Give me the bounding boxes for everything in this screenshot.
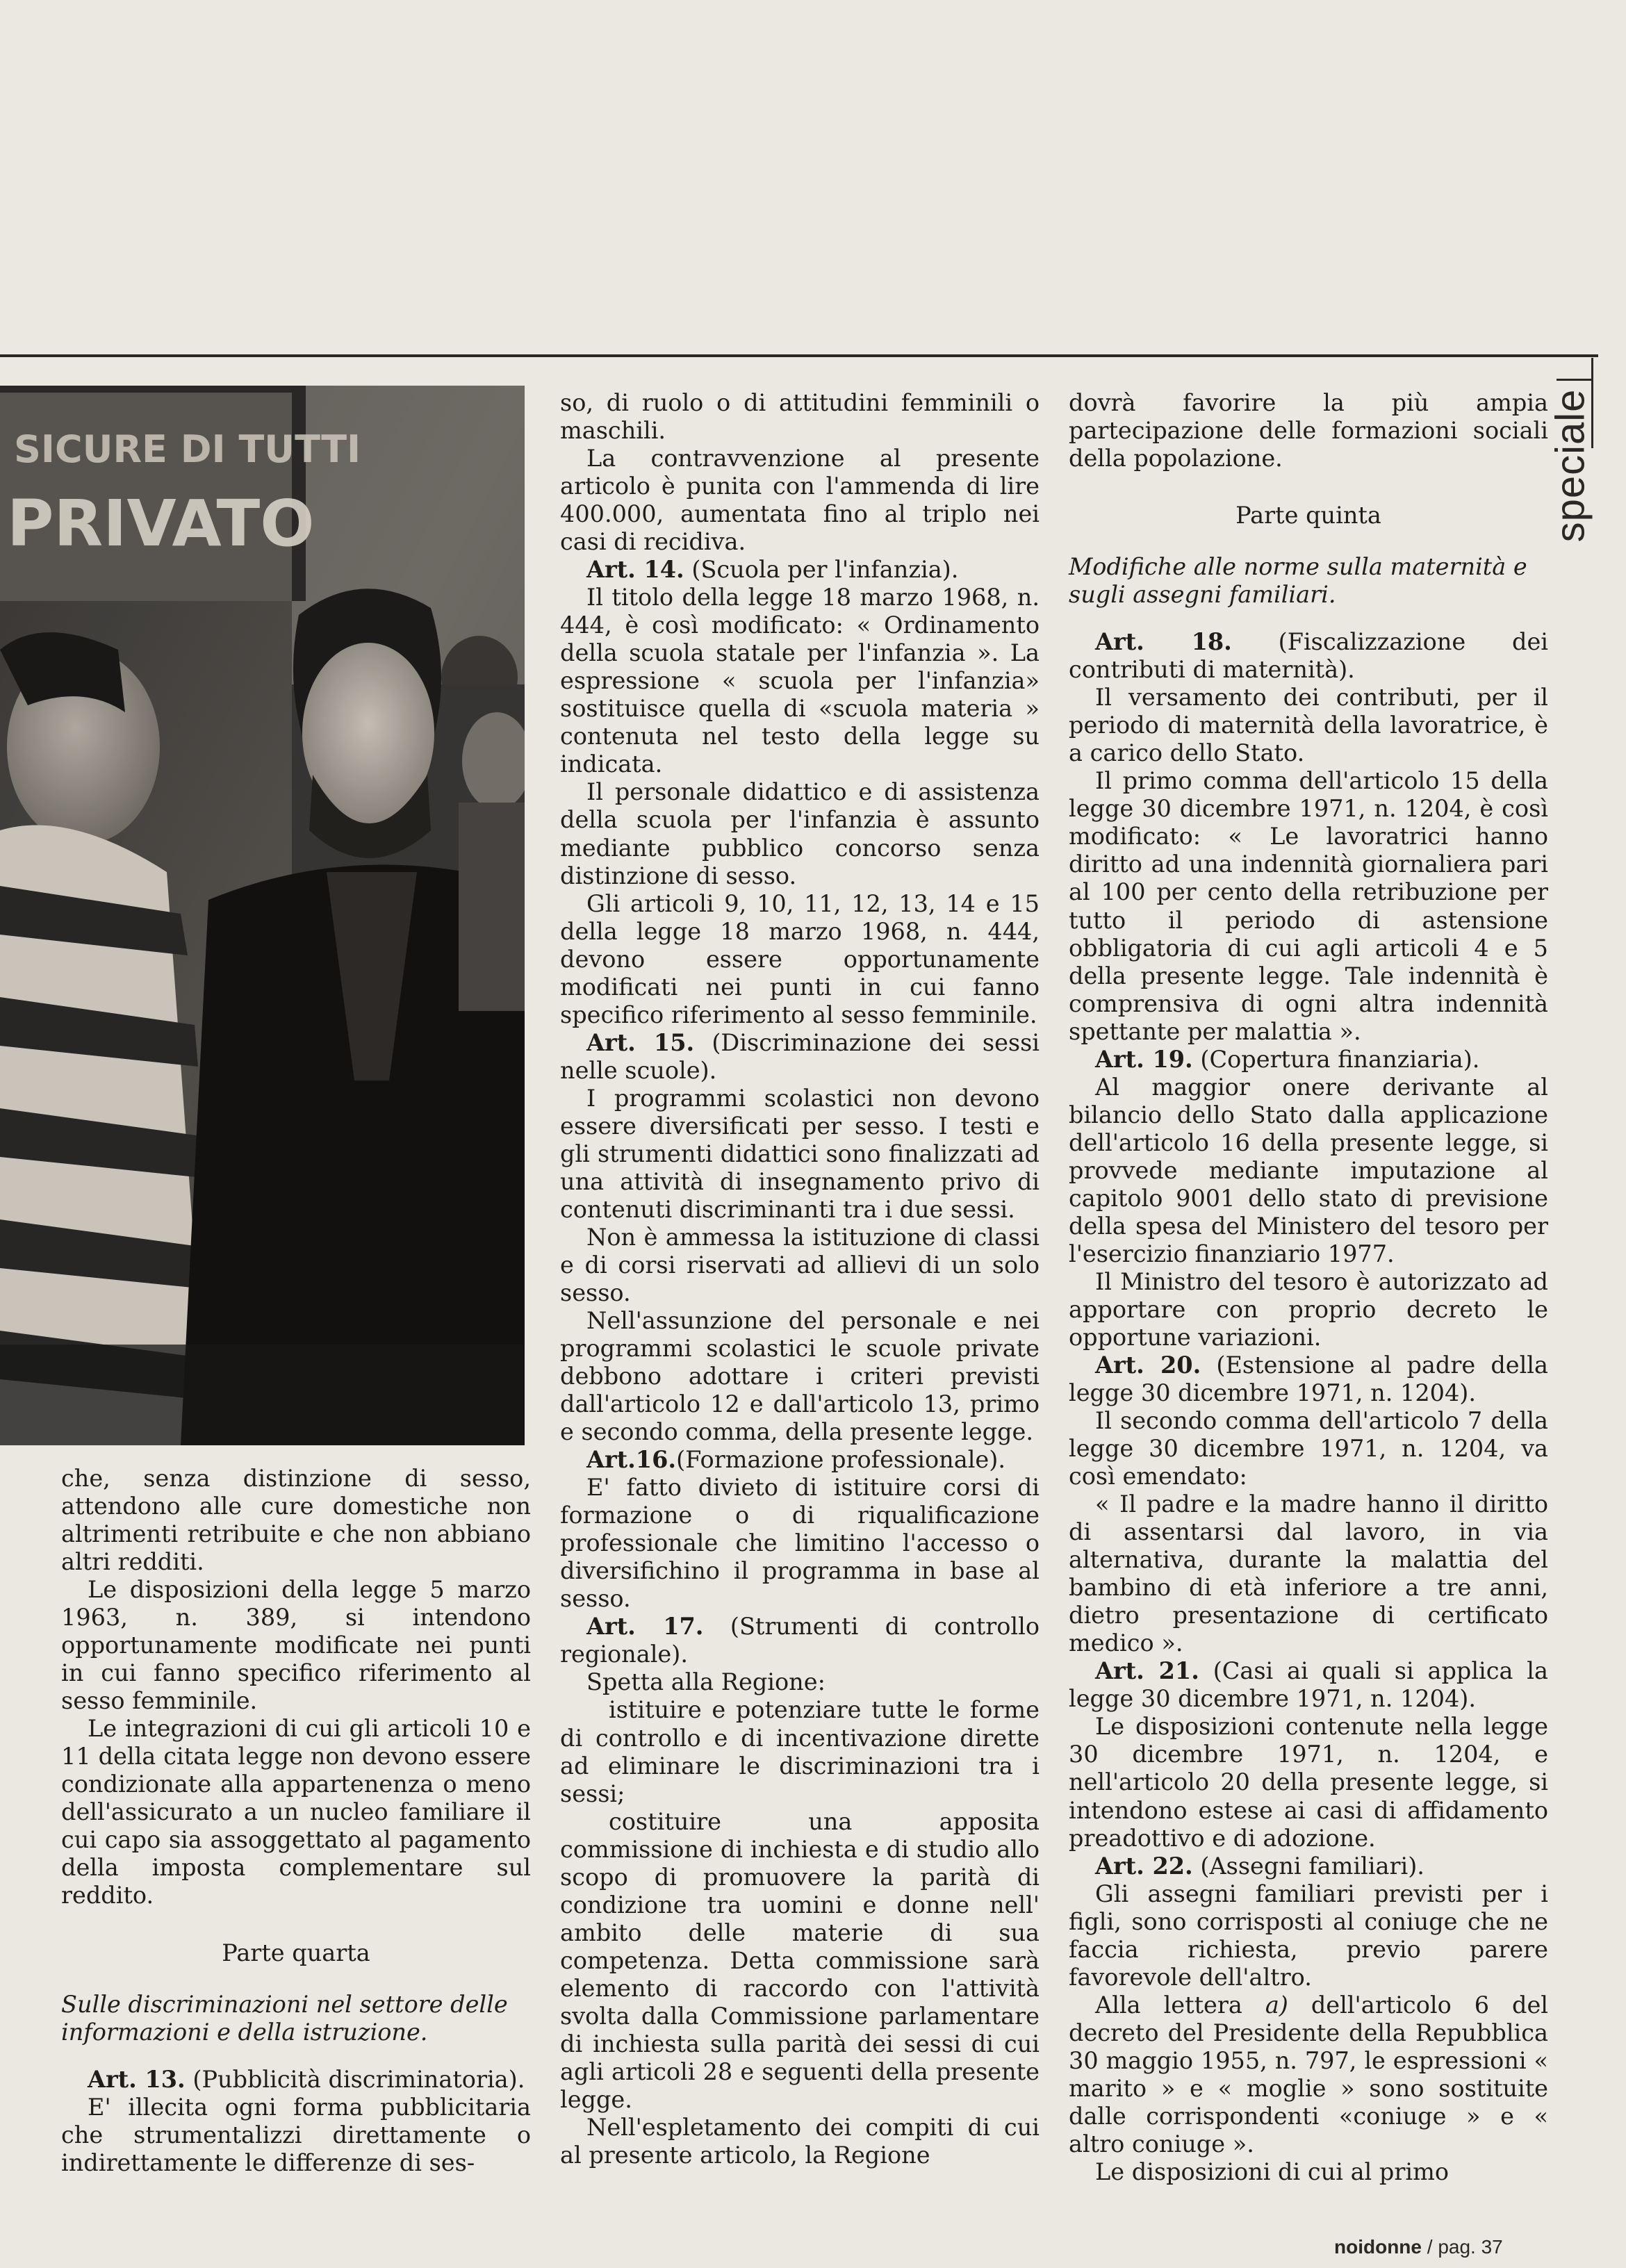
article-17-number: Art. 17. (586, 1613, 704, 1641)
col1-paragraph: Le integrazioni di cui gli articoli 10 e 11 della citata legge non devono essere condizionate alla appartenenza o meno dell'assicurato a un nucleo familiare il cui capo sia assoggettato al pagamento della imposta complementare sul reddito. (61, 1715, 531, 1909)
section-label-text: speciale (1547, 388, 1593, 543)
article-20-number: Art. 20. (1095, 1351, 1201, 1379)
article-18-title: (Fiscalizzazione dei contributi di maternità). (1069, 628, 1548, 684)
article-13-title: (Pubblicità discriminatoria). (192, 2065, 525, 2093)
col2-paragraph: Spetta alla Regione: (586, 1668, 826, 1696)
page-footer (1334, 2236, 1503, 2258)
col2-paragraph: costituire una apposita commissione di inchiesta e di studio allo scopo di promuovere la parità di condizione tra uomini e donne nell' ambito delle materie di sua competenza. Detta commissione sarà elemento di raccordo con l'attività svolta dalla Commissione parlamentare di inchiesta sulla parità dei sessi di cui agli articoli 28 e seguenti della presente legge. (560, 1807, 1040, 2113)
article-22-title: (Assegni familiari). (1200, 1852, 1424, 1880)
col2-paragraph: Il personale didattico e di assistenza della scuola per l'infanzia è assunto mediante pubblico concorso senza distinzione di sesso. (560, 778, 1040, 889)
article-17-heading (560, 1613, 1040, 1668)
col3-paragraph: Gli assegni familiari previsti per i figli, sono corrisposti al coniuge che ne faccia richiesta, previo parere favorevole dell'altro. (1069, 1880, 1548, 1991)
col2-paragraph: Il titolo della legge 18 marzo 1968, n. 444, è così modificato: « Ordinamento della scuola statale per l'infanzia ». La espressione « scuola per l'infanzia» sostituisce quella di «scuola materia » contenuta nel testo della legge su indicata. (560, 584, 1040, 778)
col1-paragraph: E' illecita ogni forma pubblicitaria che strumentalizzi direttamente o indirettamente le differenze di ses- (61, 2093, 531, 2176)
top-rule (0, 354, 1598, 357)
col3-paragraph: dovrà favorire la più ampia partecipazione delle formazioni sociali della popolazione. (1069, 389, 1548, 472)
article-21-heading (1069, 1657, 1548, 1713)
article-20-heading (1069, 1351, 1548, 1407)
column-2 (560, 389, 1040, 2169)
article-14-title: (Scuola per l'infanzia). (691, 556, 959, 584)
article-19-title: (Copertura finanziaria). (1200, 1045, 1480, 1073)
magazine-name: noidonne (1334, 2236, 1422, 2258)
svg-text:PRIVATO: PRIVATO (7, 486, 315, 561)
column-3 (1069, 389, 1548, 2186)
article-13-number: Art. 13. (88, 2065, 186, 2093)
col3-paragraph: Il Ministro del tesoro è autorizzato ad apportare con proprio decreto le opportune variazioni. (1069, 1267, 1548, 1351)
article-21-number: Art. 21. (1095, 1657, 1199, 1685)
col2-paragraph: E' fatto divieto di istituire corsi di formazione o di riqualificazione professionale che limitino l'accesso o diversifichino il programma in base al sesso. (560, 1474, 1040, 1613)
article-15-number: Art. 15. (586, 1028, 695, 1056)
col2-paragraph: La contravvenzione al presente articolo è punita con l'ammenda di lire 400.000, aumentata fino al triplo nei casi di recidiva. (560, 445, 1040, 556)
col3-paragraph (1069, 1991, 1548, 2158)
part-five-subtitle: Modifiche alle norme sulla maternità e sugli assegni familiari. (1069, 553, 1527, 609)
col1-paragraph: Le disposizioni della legge 5 marzo 1963, n. 389, si intendono opportunamente modificate nei punti in cui fanno specifico riferimento al sesso femminile. (61, 1576, 531, 1715)
article-17-title: (Strumenti di controllo regionale). (560, 1613, 1040, 1668)
col2-paragraph: istituire e potenziare tutte le forme di controllo e di incentivazione dirette ad eliminare le discriminazioni tra i sessi; (560, 1696, 1040, 1807)
article-18-heading (1069, 628, 1548, 684)
page-number: pag. 37 (1438, 2236, 1503, 2258)
col3-paragraph: Al maggior onere derivante al bilancio dello Stato dalla applicazione dell'articolo 16 della presente legge, si provvede mediante imputazione al capitolo 9001 dello stato di previsione della spesa del Ministero del tesoro per l'esercizio finanziario 1977. (1069, 1073, 1548, 1267)
column-1 (61, 1465, 531, 2177)
col2-paragraph: Nell'espletamento dei compiti di cui al presente articolo, la Regione (560, 2113, 1040, 2169)
col3-paragraph: Le disposizioni contenute nella legge 30 dicembre 1971, n. 1204, e nell'articolo 20 della presente legge, si intendono estese ai casi di affidamento preadottivo e di adozione. (1069, 1713, 1548, 1852)
col3-paragraph: Il primo comma dell'articolo 15 della legge 30 dicembre 1971, n. 1204, è così modificato: « Le lavoratrici hanno diritto ad una indennità giornaliera pari al 100 per cento della retribuzione per tutto il periodo di astensione obbligatoria di cui agli articoli 4 e 5 della presente legge. Tale indennità è comprensiva di ogni altra indennità spettante per malattia ». (1069, 767, 1548, 1045)
article-22-heading (1069, 1852, 1548, 1880)
article-14-heading (560, 556, 1040, 584)
article-15-title: (Discriminazione dei sessi nelle scuole). (560, 1028, 1040, 1084)
part-four-subtitle: Sulle discriminazioni nel settore delle informazioni e della istruzione. (61, 1990, 508, 2046)
article-15-heading (560, 1029, 1040, 1085)
col3-paragraph: Il versamento dei contributi, per il periodo di maternità della lavoratrice, è a carico dello Stato. (1069, 684, 1548, 767)
col2-paragraph: so, di ruolo o di attitudini femminili o maschili. (560, 389, 1040, 445)
article-16-heading (560, 1446, 1040, 1474)
col3-paragraph: Le disposizioni di cui al primo (1095, 2158, 1450, 2185)
col2-paragraph: I programmi scolastici non devono essere diversificati per sesso. I testi e gli strumenti didattici sono finalizzati ad una attività di insegnamento privo di contenuti discriminanti tra i due sessi. (560, 1084, 1040, 1223)
footer-separator: / (1427, 2236, 1433, 2258)
col3-letter-a: a) (1265, 1991, 1288, 2019)
svg-text:SICURE DI TUTTI: SICURE DI TUTTI (14, 427, 361, 471)
article-22-number: Art. 22. (1095, 1852, 1193, 1880)
article-16-title: (Formazione professionale). (676, 1446, 1005, 1474)
part-four-title: Parte quarta (222, 1939, 370, 1966)
photograph (0, 386, 525, 1445)
part-five-title: Parte quinta (1235, 502, 1381, 529)
col3-paragraph: « Il padre e la madre hanno il diritto di assentarsi dal lavoro, in via alternativa, durante la malattia del bambino di età inferiore a tre anni, dietro presentazione di certificato medico ». (1069, 1490, 1548, 1657)
col3-paragraph: Il secondo comma dell'articolo 7 della legge 30 dicembre 1971, n. 1204, va così emendato: (1069, 1407, 1548, 1490)
article-13-heading (61, 2066, 531, 2094)
col2-paragraph: Nell'assunzione del personale e nei programmi scolastici le scuole private debbono adottare i criteri previsti dall'articolo 12 e dall'articolo 13, primo e secondo comma, della presente legge. (560, 1307, 1040, 1446)
col1-paragraph: che, senza distinzione di sesso, attendono alle cure domestiche non altrimenti retribuite e che non abbiano altri redditi. (61, 1465, 531, 1576)
article-21-title: (Casi ai quali si applica la legge 30 dicembre 1971, n. 1204). (1069, 1657, 1548, 1713)
article-19-heading (1069, 1046, 1548, 1074)
article-14-number: Art. 14. (586, 556, 684, 584)
article-19-number: Art. 19. (1095, 1045, 1193, 1073)
col2-paragraph: Gli articoli 9, 10, 11, 12, 13, 14 e 15 della legge 18 marzo 1968, n. 444, devono essere opportunamente modificati nei punti in cui fanno specifico riferimento al sesso femminile. (560, 889, 1040, 1028)
col2-paragraph: Non è ammessa la istituzione di classi e di corsi riservati ad allievi di un solo sesso. (560, 1223, 1040, 1306)
col3-text: Alla lettera (1095, 1991, 1242, 2019)
article-16-number: Art.16. (586, 1446, 677, 1474)
col3-text: dell'articolo 6 del decreto del Presidente della Repubblica 30 maggio 1955, n. 797, le espressioni « marito » e « moglie » sono sostituite dalle corrispondenti «coniuge » e « altro coniuge ». (1069, 1991, 1548, 2158)
article-18-number: Art. 18. (1095, 628, 1232, 656)
article-20-title: (Estensione al padre della legge 30 dicembre 1971, n. 1204). (1069, 1351, 1548, 1407)
